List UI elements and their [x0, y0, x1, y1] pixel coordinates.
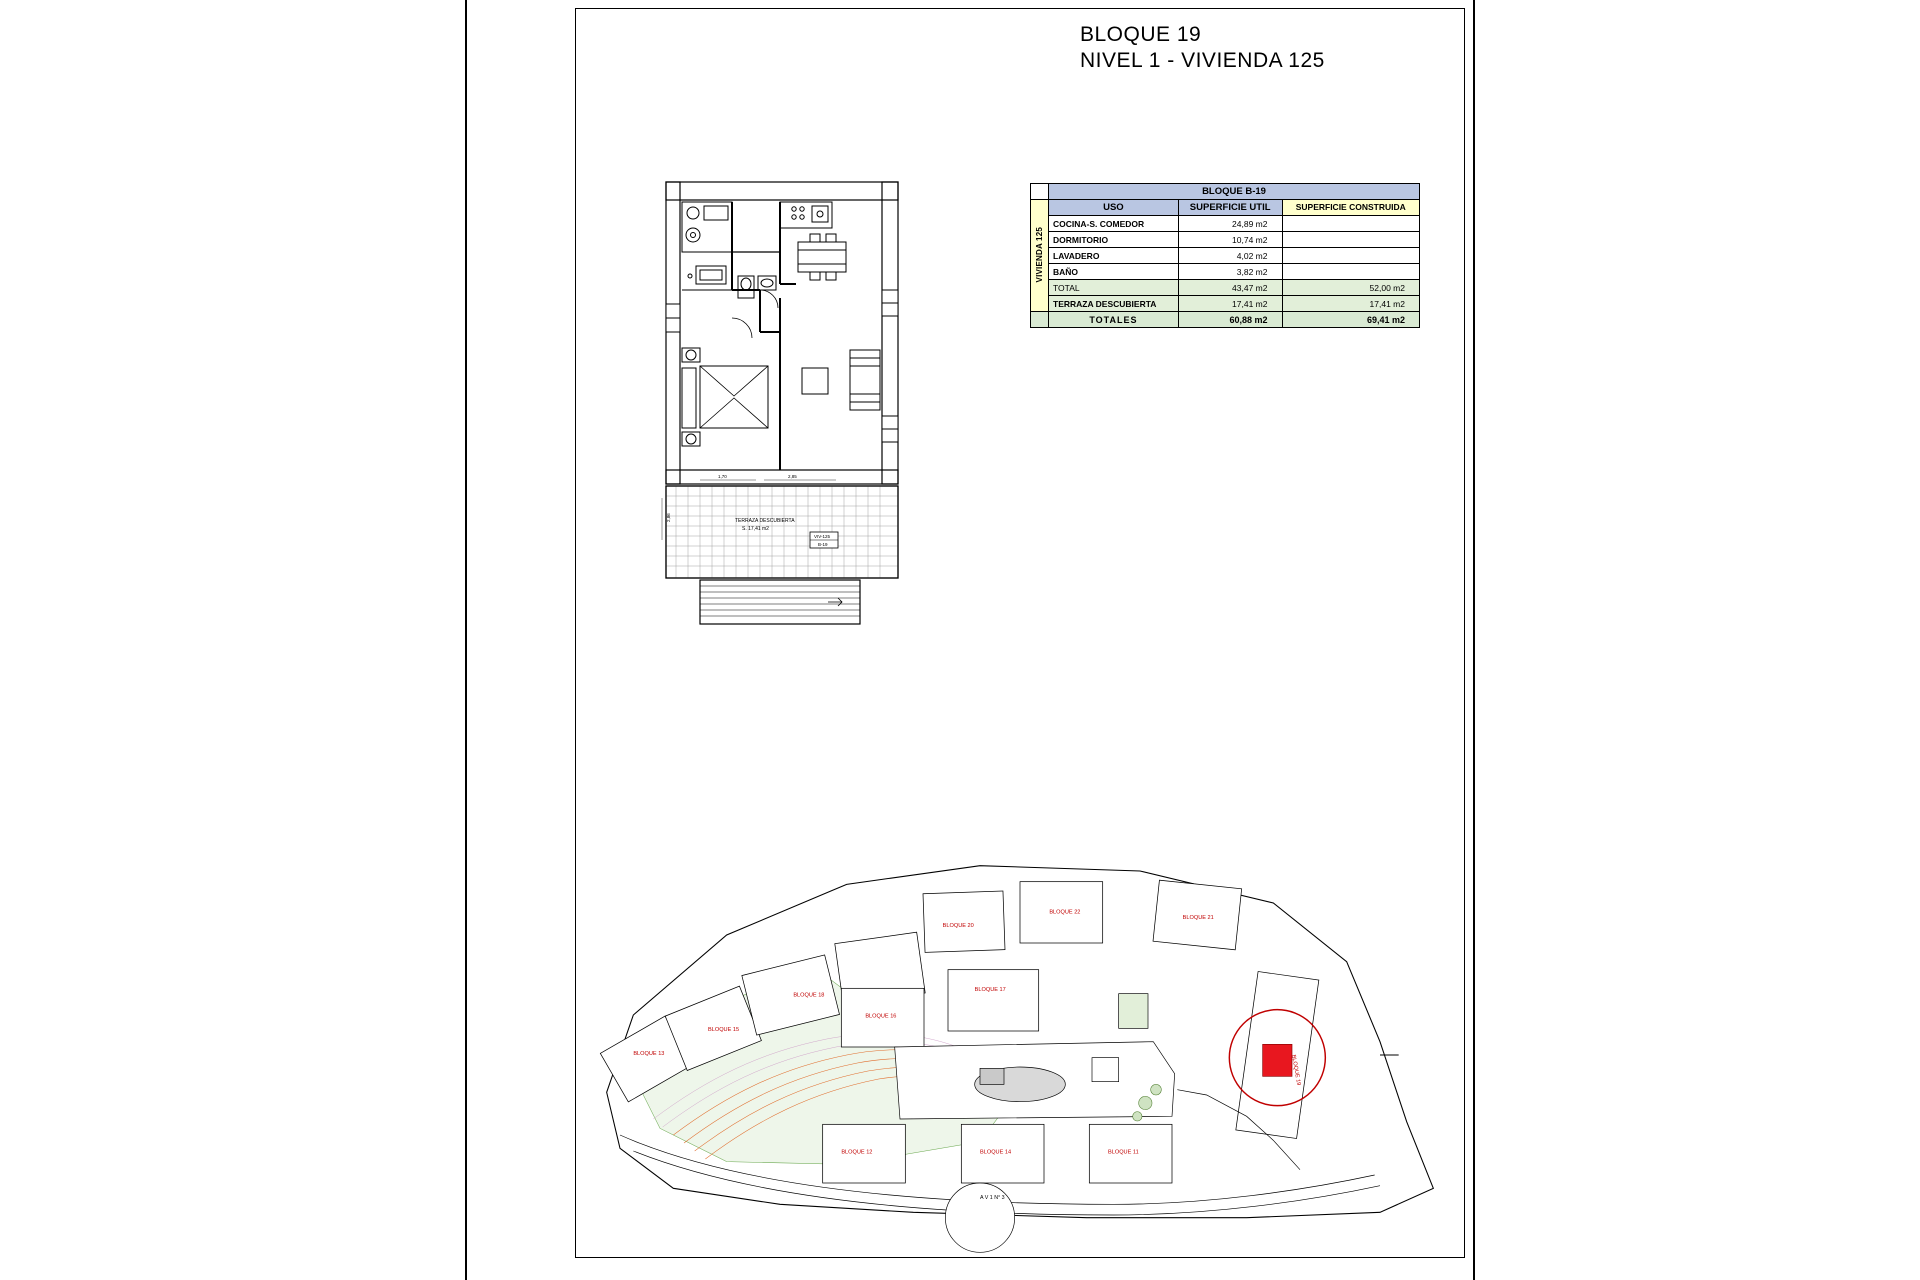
row-uso: TOTAL — [1049, 280, 1179, 296]
table-row-block-header — [1031, 184, 1420, 200]
table-row — [1031, 216, 1420, 232]
areas-table — [1030, 183, 1420, 328]
vertical-label: VIVIENDA 125 — [1035, 226, 1044, 283]
row-util: 10,74 m2 — [1178, 232, 1282, 248]
dimension-top-right: 2,85 — [788, 474, 797, 479]
street-label: A V 1 N° 3 — [980, 1195, 1005, 1201]
site-block-label: BLOQUE 16 — [865, 1013, 897, 1020]
column-header-superficie-util: SUPERFICIE UTIL — [1178, 200, 1282, 216]
page-title: BLOQUE 19 — [1080, 23, 1202, 46]
row-uso: LAVADERO — [1049, 248, 1179, 264]
site-block-label: BLOQUE 20 — [942, 923, 974, 929]
table-row — [1031, 248, 1420, 264]
totals-label: TOTALES — [1049, 312, 1179, 328]
dimension-left: 2,86 — [666, 513, 671, 522]
site-block-label: BLOQUE 21 — [1182, 915, 1214, 921]
column-header-uso: USO — [1049, 200, 1179, 216]
row-util: 4,02 m2 — [1178, 248, 1282, 264]
dimension-top-left: 1,70 — [718, 474, 727, 479]
site-block-label-highlight: BLOQUE 19 — [1290, 1054, 1302, 1086]
row-construida — [1282, 216, 1420, 232]
block-header-cell: BLOQUE B-19 — [1049, 184, 1420, 200]
totals-spacer — [1031, 312, 1049, 328]
site-plan — [580, 855, 1460, 1255]
row-uso: BAÑO — [1049, 264, 1179, 280]
row-uso: DORMITORIO — [1049, 232, 1179, 248]
title-block — [1080, 22, 1440, 74]
site-plan-svg — [580, 855, 1460, 1255]
row-util: 43,47 m2 — [1178, 280, 1282, 296]
floor-plan — [660, 180, 960, 640]
row-util: 17,41 m2 — [1178, 296, 1282, 312]
site-block-label: BLOQUE 14 — [980, 1149, 1012, 1156]
row-construida: 52,00 m2 — [1282, 280, 1420, 296]
row-construida: 17,41 m2 — [1282, 296, 1420, 312]
row-construida — [1282, 264, 1420, 280]
terrace-label-line1: TERRAZA DESCUBIERTA — [735, 518, 795, 524]
totals-util: 60,88 m2 — [1178, 312, 1282, 328]
row-construida — [1282, 248, 1420, 264]
table-row-totals — [1031, 312, 1420, 328]
page-subtitle: NIVEL 1 - VIVIENDA 125 — [1080, 49, 1325, 72]
row-uso: COCINA-S. COMEDOR — [1049, 216, 1179, 232]
site-block-label: BLOQUE 15 — [708, 1027, 740, 1033]
unit-tag-line2: B-19 — [818, 542, 828, 547]
site-block-label: BLOQUE 22 — [1049, 909, 1081, 916]
row-uso: TERRAZA DESCUBIERTA — [1049, 296, 1179, 312]
totals-construida: 69,41 m2 — [1282, 312, 1420, 328]
site-block-label: BLOQUE 18 — [793, 992, 825, 999]
table-row — [1031, 280, 1420, 296]
site-block-label: BLOQUE 11 — [1108, 1149, 1139, 1156]
row-util: 3,82 m2 — [1178, 264, 1282, 280]
site-block-label: BLOQUE 17 — [974, 987, 1006, 993]
terrace-label-line2: S. 17,41 m2 — [742, 526, 769, 532]
column-header-superficie-construida: SUPERFICIE CONSTRUIDA — [1282, 200, 1420, 216]
vertical-label-cell — [1031, 200, 1049, 312]
floor-plan-svg — [660, 180, 960, 640]
highlight-unit — [1263, 1044, 1292, 1076]
table-row — [1031, 296, 1420, 312]
row-util: 24,89 m2 — [1178, 216, 1282, 232]
table-row — [1031, 232, 1420, 248]
table-corner-cell — [1031, 184, 1049, 200]
table-row-columns — [1031, 200, 1420, 216]
unit-tag-line1: VIV-125 — [814, 534, 831, 539]
row-construida — [1282, 232, 1420, 248]
site-block-label: BLOQUE 13 — [633, 1051, 665, 1057]
site-block-label: BLOQUE 12 — [841, 1149, 873, 1156]
table-row — [1031, 264, 1420, 280]
